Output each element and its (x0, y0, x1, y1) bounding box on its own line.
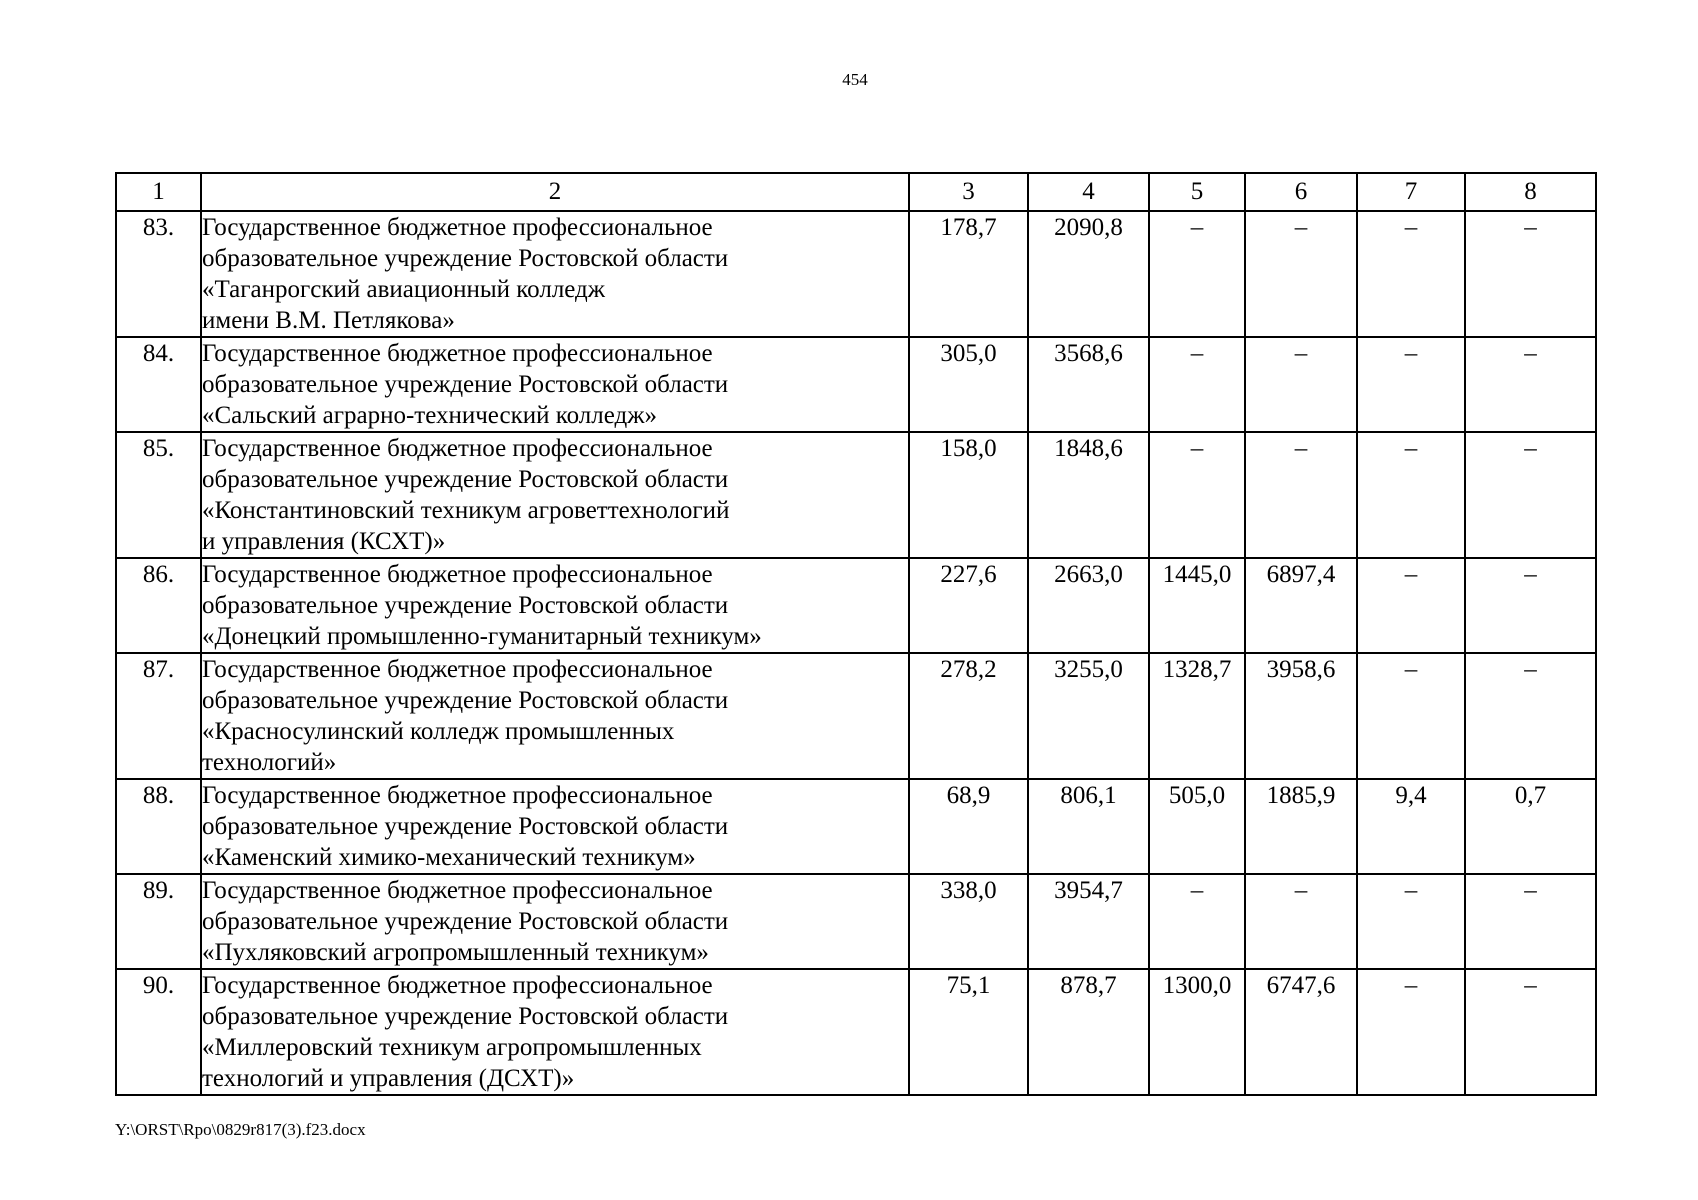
value-cell-col-6: 1885,9 (1245, 779, 1357, 874)
value-cell-col-7: – (1357, 558, 1465, 653)
row-number: 88. (116, 779, 201, 874)
value-cell-col-6: – (1245, 211, 1357, 337)
table-body (116, 211, 1596, 1095)
institution-name-line: «Донецкий промышленно-гуманитарный техникум» (202, 623, 762, 650)
value-cell-col-8: – (1465, 337, 1596, 432)
value-cell-col-5: 505,0 (1149, 779, 1245, 874)
value-cell-col-3: 178,7 (909, 211, 1028, 337)
value-cell-col-4: 3255,0 (1028, 653, 1149, 779)
value-cell-col-5: 1328,7 (1149, 653, 1245, 779)
institution-name-line: Государственное бюджетное профессиональное (202, 972, 713, 999)
value-cell-col-7: – (1357, 874, 1465, 969)
value-cell-col-5: – (1149, 432, 1245, 558)
institution-name-line: образовательное учреждение Ростовской области (202, 371, 729, 398)
value-cell-col-6: – (1245, 337, 1357, 432)
institution-name-line: «Красносулинский колледж промышленных (202, 718, 675, 745)
value-cell-col-8: – (1465, 211, 1596, 337)
institution-name-line: образовательное учреждение Ростовской области (202, 1003, 729, 1030)
institution-name-line: Государственное бюджетное профессиональное (202, 214, 713, 241)
value-cell-col-5: – (1149, 874, 1245, 969)
column-header-5: 5 (1149, 173, 1245, 211)
table-row (116, 211, 1596, 337)
row-number: 87. (116, 653, 201, 779)
table-row (116, 874, 1596, 969)
value-cell-col-3: 278,2 (909, 653, 1028, 779)
value-cell-col-6: 6897,4 (1245, 558, 1357, 653)
row-number: 85. (116, 432, 201, 558)
institution-name-line: и управления (КСХТ)» (202, 528, 446, 555)
institution-name-line: технологий» (202, 749, 337, 776)
value-cell-col-3: 75,1 (909, 969, 1028, 1095)
value-cell-col-7: – (1357, 969, 1465, 1095)
institution-name-line: имени В.М. Петлякова» (202, 307, 455, 334)
row-number: 83. (116, 211, 201, 337)
table-row (116, 653, 1596, 779)
value-cell-col-7: – (1357, 653, 1465, 779)
column-header-7: 7 (1357, 173, 1465, 211)
institution-name (201, 874, 909, 969)
institution-name (201, 969, 909, 1095)
table-row (116, 337, 1596, 432)
institution-name (201, 337, 909, 432)
institution-name-line: Государственное бюджетное профессиональное (202, 877, 713, 904)
institution-name (201, 653, 909, 779)
institution-name-line: Государственное бюджетное профессиональное (202, 340, 713, 367)
table-row (116, 558, 1596, 653)
value-cell-col-5: – (1149, 211, 1245, 337)
value-cell-col-6: – (1245, 874, 1357, 969)
value-cell-col-8: 0,7 (1465, 779, 1596, 874)
value-cell-col-6: – (1245, 432, 1357, 558)
value-cell-col-5: 1445,0 (1149, 558, 1245, 653)
institution-name-line: «Константиновский техникум агроветтехнологий (202, 497, 730, 524)
value-cell-col-3: 305,0 (909, 337, 1028, 432)
institution-name (201, 779, 909, 874)
value-cell-col-8: – (1465, 969, 1596, 1095)
institution-name-line: Государственное бюджетное профессиональное (202, 561, 713, 588)
value-cell-col-4: 3954,7 (1028, 874, 1149, 969)
header-row (116, 173, 1596, 211)
institution-name-line: Государственное бюджетное профессиональное (202, 656, 713, 683)
value-cell-col-3: 227,6 (909, 558, 1028, 653)
institution-name-line: образовательное учреждение Ростовской области (202, 245, 729, 272)
institution-name-line: образовательное учреждение Ростовской области (202, 908, 729, 935)
institution-name-line: «Сальский аграрно-технический колледж» (202, 402, 658, 429)
institution-name-line: образовательное учреждение Ростовской области (202, 592, 729, 619)
institution-name (201, 211, 909, 337)
footer-file-path: Y:\ORST\Rpo\0829r817(3).f23.docx (115, 1120, 366, 1139)
value-cell-col-7: 9,4 (1357, 779, 1465, 874)
value-cell-col-8: – (1465, 874, 1596, 969)
table-container (115, 172, 1595, 1096)
value-cell-col-3: 68,9 (909, 779, 1028, 874)
institution-name-line: образовательное учреждение Ростовской области (202, 466, 729, 493)
value-cell-col-4: 878,7 (1028, 969, 1149, 1095)
value-cell-col-6: 3958,6 (1245, 653, 1357, 779)
institution-name-line: образовательное учреждение Ростовской области (202, 687, 729, 714)
page-number: 454 (842, 70, 868, 89)
value-cell-col-5: – (1149, 337, 1245, 432)
institution-name-line: Государственное бюджетное профессиональное (202, 435, 713, 462)
column-header-3: 3 (909, 173, 1028, 211)
column-header-8: 8 (1465, 173, 1596, 211)
value-cell-col-4: 2090,8 (1028, 211, 1149, 337)
value-cell-col-4: 1848,6 (1028, 432, 1149, 558)
institution-name-line: «Каменский химико-механический техникум» (202, 844, 696, 871)
column-header-4: 4 (1028, 173, 1149, 211)
institution-name (201, 432, 909, 558)
value-cell-col-7: – (1357, 337, 1465, 432)
table-row (116, 432, 1596, 558)
value-cell-col-4: 2663,0 (1028, 558, 1149, 653)
column-header-1: 1 (116, 173, 201, 211)
institution-name (201, 558, 909, 653)
institution-name-line: «Миллеровский техникум агропромышленных (202, 1034, 702, 1061)
value-cell-col-4: 806,1 (1028, 779, 1149, 874)
value-cell-col-7: – (1357, 211, 1465, 337)
table-row (116, 969, 1596, 1095)
institution-name-line: «Пухляковский агропромышленный техникум» (202, 939, 709, 966)
table-row (116, 779, 1596, 874)
column-header-6: 6 (1245, 173, 1357, 211)
table-header (116, 173, 1596, 211)
value-cell-col-8: – (1465, 653, 1596, 779)
value-cell-col-5: 1300,0 (1149, 969, 1245, 1095)
column-header-2: 2 (201, 173, 909, 211)
value-cell-col-7: – (1357, 432, 1465, 558)
row-number: 86. (116, 558, 201, 653)
value-cell-col-3: 158,0 (909, 432, 1028, 558)
institution-name-line: образовательное учреждение Ростовской области (202, 813, 729, 840)
row-number: 90. (116, 969, 201, 1095)
institution-name-line: Государственное бюджетное профессиональное (202, 782, 713, 809)
institution-name-line: «Таганрогский авиационный колледж (202, 276, 606, 303)
row-number: 84. (116, 337, 201, 432)
value-cell-col-4: 3568,6 (1028, 337, 1149, 432)
data-table (115, 172, 1597, 1096)
value-cell-col-8: – (1465, 432, 1596, 558)
value-cell-col-6: 6747,6 (1245, 969, 1357, 1095)
institution-name-line: технологий и управления (ДСХТ)» (202, 1065, 575, 1092)
value-cell-col-8: – (1465, 558, 1596, 653)
row-number: 89. (116, 874, 201, 969)
value-cell-col-3: 338,0 (909, 874, 1028, 969)
